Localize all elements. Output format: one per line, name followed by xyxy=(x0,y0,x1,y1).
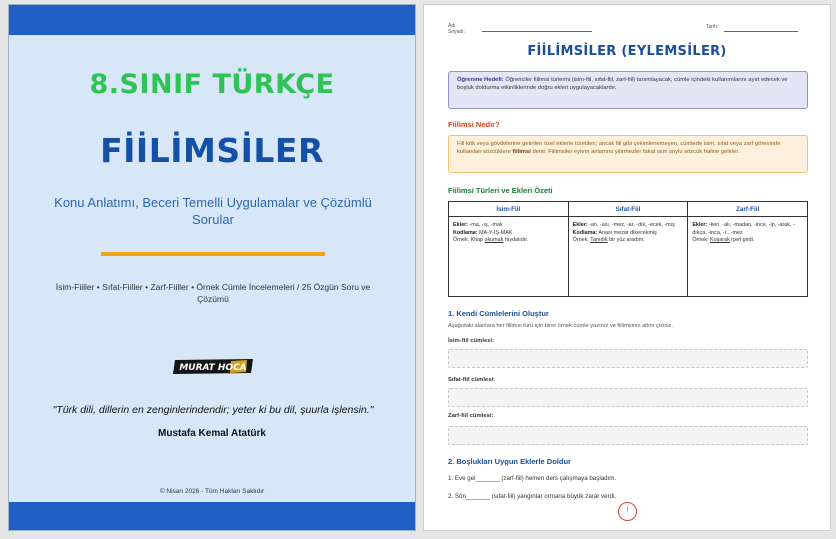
cover-bottom-band xyxy=(9,502,415,530)
definition-term: fiilimsi xyxy=(512,148,531,155)
ekler-label: Ekler: xyxy=(453,222,468,228)
cover-copyright: © Nisan 2026 - Tüm Hakları Saklıdır xyxy=(159,488,265,495)
isim-fiil-input[interactable] xyxy=(448,349,808,368)
definition-box xyxy=(448,135,808,173)
section2-heading: 2. Boşlukları Uygun Eklerle Doldur xyxy=(448,457,571,466)
ornek-after: bir yüz aradım. xyxy=(609,237,645,243)
table-header-sifat-fiil: Sıfat-Fiil xyxy=(568,202,688,217)
ekler-value: -ma, -ış, -mak xyxy=(469,222,503,228)
kodlama-label: Kodlama: xyxy=(572,229,598,236)
worksheet-page xyxy=(423,4,831,531)
section1-instruction: Aşağıdaki alanlara her fiilimsi türü için birer örnek cümle yazınız ve fiilimsinin altını çiziniz. xyxy=(448,323,674,329)
zarf-fiil-input[interactable] xyxy=(448,426,808,445)
cover-top-band xyxy=(9,5,415,35)
kodlama-label: Kodlama: xyxy=(453,229,478,236)
fill-item-1[interactable]: 1. Eve gel_______ (zarf-fiil) hemen ders çalışmaya başladım. xyxy=(448,475,617,482)
section1-heading: 1. Kendi Cümlelerini Oluştur xyxy=(448,309,549,318)
logo-text: MURAT HOCA xyxy=(179,363,247,373)
cover-grade: 8.SINIF TÜRKÇE xyxy=(89,69,335,100)
table-cell-sifat-fiil xyxy=(568,217,688,297)
ekler-label: Ekler: xyxy=(572,222,588,228)
ornek-before: Örnek: Kitap xyxy=(453,237,483,243)
kodlama-value: Anası mezar dikecekmiş xyxy=(598,229,657,236)
table-cell-zarf-fiil xyxy=(688,217,808,297)
cover-topics: İsim-Fiiller • Sıfat-Fiiller • Zarf-Fiiller • Örnek Cümle İncelemeleri / 25 Özgün Soru ve Çözümü xyxy=(55,282,371,304)
ornek-word: Tanıdık xyxy=(590,237,608,243)
ornek-after: faydalıdır. xyxy=(504,237,529,243)
summary-heading: Fiilimsi Türleri ve Ekleri Özeti xyxy=(448,186,553,195)
fiilimsi-types-table xyxy=(448,201,808,297)
cover-title: FİİLİMSİLER xyxy=(100,131,324,170)
cover-quote-author: Mustafa Kemal Atatürk xyxy=(158,428,266,439)
sifat-fiil-field-label: Sıfat-fiil cümlesi: xyxy=(448,377,496,383)
ornek-word: okumak xyxy=(484,237,504,243)
table-header-zarf-fiil: Zarf-Fiil xyxy=(688,202,808,217)
definition-text-before: Fiil kök veya gövdelerine getirilen özel eklerle türetilen; ancak fiil gibi çekimlenemeyen, cümlede isim, sıfat veya zarf görevinde kullanılan sözcüklere xyxy=(457,141,781,155)
ornek-before: Örnek: xyxy=(572,237,589,243)
isim-fiil-field-label: İsim-fiil cümlesi: xyxy=(448,338,495,344)
ornek-word: Koşarak xyxy=(710,237,730,243)
zarf-fiil-field-label: Zarf-fiil cümlesi: xyxy=(448,413,494,419)
cover-quote: "Türk dili, dillerin en zenginlerindendir; yeter ki bu dil, şuurla işlensin." xyxy=(52,404,374,416)
definition-text-after: denir. Fiilimsiler eylem anlamını yitirmezler fakat isim soylu sözcük haline gelirler. xyxy=(532,148,740,155)
date-label: Tarih: xyxy=(706,24,719,30)
fill-item-2[interactable]: 2. Sön_______ (sıfat-fiil) yangınlar ormana büyük zarar verdi. xyxy=(448,493,617,500)
ekler-value: -an, -ası, -mez, -ar, -dık, -ecek, -mış xyxy=(589,222,675,228)
table-header-isim-fiil: İsim-Fiil xyxy=(449,202,569,217)
ekler-value: -ken, -alı, -madan, -ince, -ip, -arak, -dıkça, -inca, -r...-mez xyxy=(692,222,795,236)
date-field-line[interactable] xyxy=(724,31,798,32)
ornek-before: Örnek: xyxy=(692,237,709,243)
learning-goal-label: Öğrenme Hedefi: xyxy=(457,77,504,83)
cover-subtitle: Konu Anlatımı, Beceri Temelli Uygulamalar ve Çözümlü Sorular xyxy=(54,195,372,227)
worksheet-title: FİİLİMSİLER (EYLEMSİLER) xyxy=(527,44,727,59)
ekler-label: Ekler: xyxy=(692,222,708,228)
name-label: Adı Soyadı: xyxy=(448,23,465,35)
sifat-fiil-input[interactable] xyxy=(448,388,808,407)
cover-divider xyxy=(101,252,325,256)
definition-heading: Fiilimsi Nedir? xyxy=(448,120,500,129)
cover-page xyxy=(8,4,416,531)
page-marker: ! xyxy=(618,502,637,521)
table-cell-isim-fiil xyxy=(449,217,569,297)
name-field-line[interactable] xyxy=(482,31,592,32)
learning-goal-box xyxy=(448,71,808,109)
kodlama-value: MA-Y-IŞ-MAK xyxy=(479,229,513,236)
ornek-after: içeri girdi. xyxy=(731,237,755,243)
learning-goal-text: Öğrenciler fiilimsi türlerini (isim-fiil, sıfat-fiil, zarf-fiil) tanımlayacak, cümle içindeki kullanımlarını ayırt edecek ve boşluk doldurma etkinliklerinde doğru ekleri uygulayacaklardır. xyxy=(457,77,788,91)
murat-hoca-logo xyxy=(171,358,255,375)
